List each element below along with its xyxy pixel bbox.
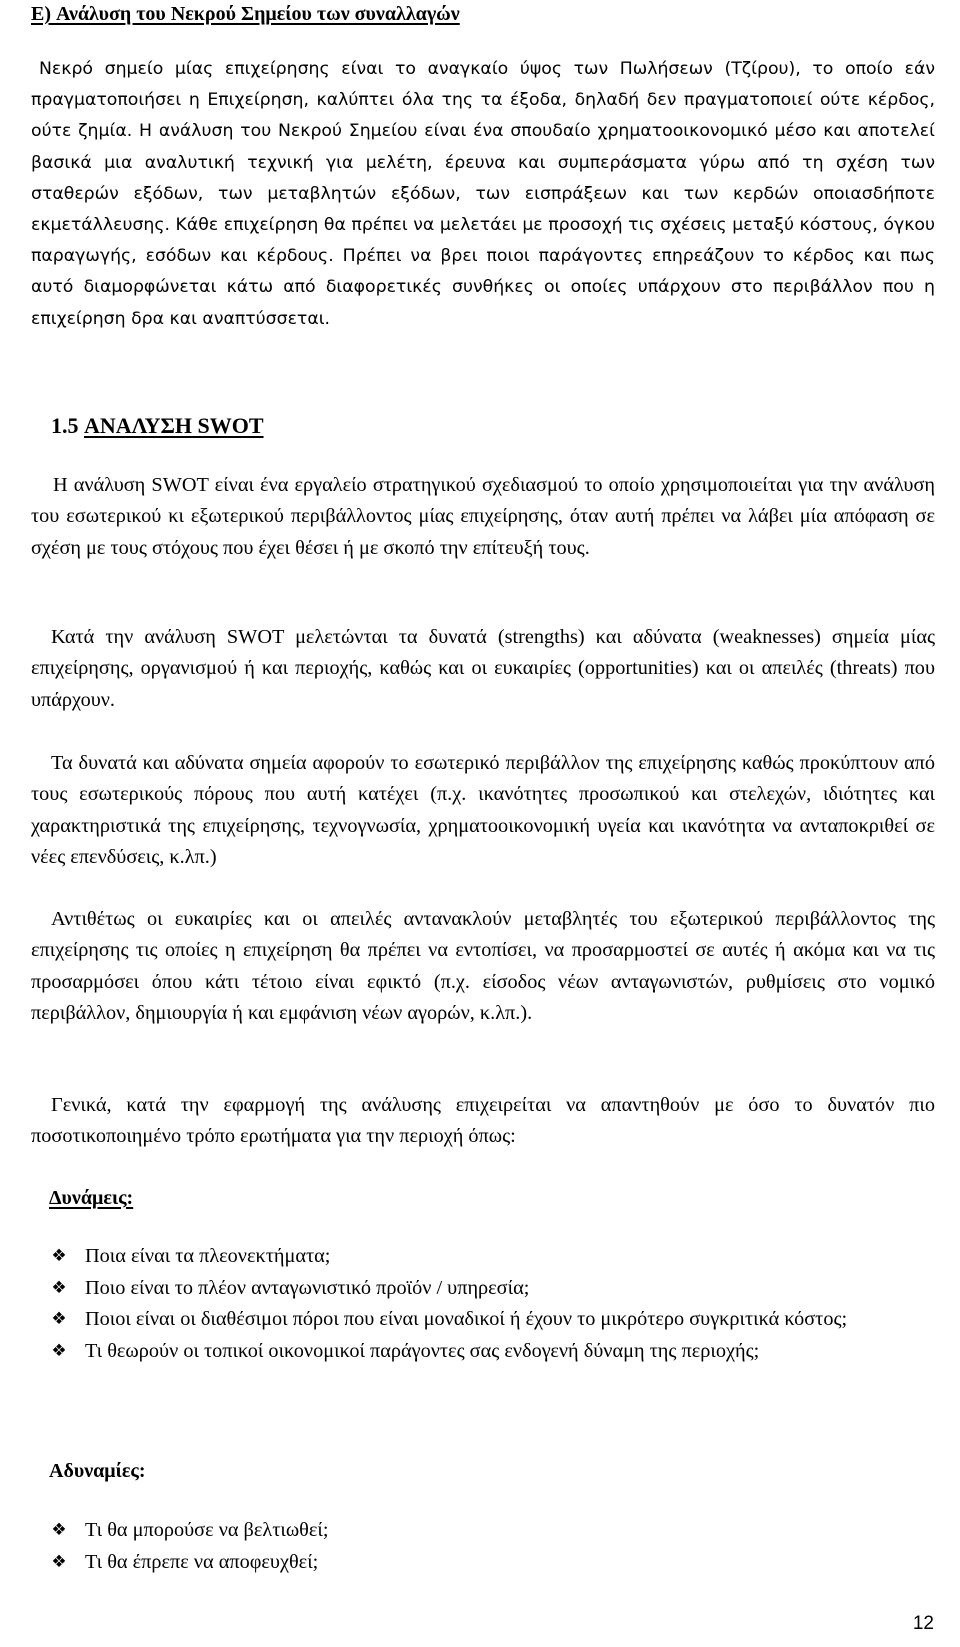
four-diamond-bullet-icon: ❖ (51, 1551, 67, 1572)
break-even-paragraph: Νεκρό σημείο μίας επιχείρησης είναι το αναγκαίο ύψος των Πωλήσεων (Τζίρου), το οποίο εάν πραγματοποιήσει η Επιχείρηση, καλύπτει όλα της τα έξοδα, δηλαδή δεν πραγματοποιεί ούτε κέρδος, ούτε ζημία. Η ανάλυση του Νεκρού Σημείου είναι ένα σπουδαίο χρηματοοικονομικό μέσο και αποτελεί βασικά μια αναλυτική τεχνική για μελέτη, έρευνα και συμπεράσματα γύρω από τη σχέση των σταθερών εξόδων, των μεταβλητών εξόδων, των εισπράξεων και των κερδών οποιασδήποτε εκμετάλλευσης. Κάθε επιχείρηση θα πρέπει να μελετάει με προσοχή τις σχέσεις μεταξύ κόστους, όγκου παραγωγής, εσόδων και κέρδους. Πρέπει να βρει ποιοι παράγοντες επηρεάζουν το κέρδος και πως αυτό διαμορφώνεται κάτω από διαφορετικές συνθήκες οι οποίες υπάρχουν στο περιβάλλον που η επιχείρηση δρα και αναπτύσσεται. (31, 59, 935, 329)
list-item-text: Ποιοι είναι οι διαθέσιμοι πόροι που είναι μοναδικοί ή έχουν το μικρότερο συγκριτικά κόστος; (85, 1308, 848, 1330)
four-diamond-bullet-icon: ❖ (51, 1246, 67, 1266)
weaknesses-label: Αδυναμίες: (49, 1460, 146, 1482)
section-number: 1.5 (51, 413, 79, 438)
four-diamond-bullet-icon: ❖ (51, 1277, 67, 1298)
strengths-list (31, 1241, 935, 1367)
list-item (31, 1336, 935, 1368)
swot-paragraph-5: Γενικά, κατά την εφαρμογή της ανάλυσης επιχειρείται να απαντηθούν με όσο το δυνατόν πιο ποσοτικοποιημένο τρόπο ερωτήματα για την περιοχή όπως: (31, 1094, 935, 1148)
list-item (31, 1273, 935, 1305)
swot-paragraph-2: Κατά την ανάλυση SWOT μελετώνται τα δυνατά (strengths) και αδύνατα (weaknesses) σημεία μίας επιχείρησης, οργανισμού ή και περιοχής, καθώς και οι ευκαιρίες (opportunities) και οι απειλές (threats) που υπάρχουν. (31, 626, 935, 711)
four-diamond-bullet-icon: ❖ (51, 1309, 67, 1329)
list-item-text: Τι θα μπορούσε να βελτιωθεί; (85, 1519, 329, 1541)
section-heading-swot (51, 412, 264, 440)
list-item-text: Τι θεωρούν οι τοπικοί οικονομικοί παράγοντες σας ενδογενή δύναμη της περιοχής; (85, 1339, 760, 1362)
strengths-label: Δυνάμεις: (49, 1187, 134, 1209)
weaknesses-list (31, 1515, 935, 1578)
list-item-text: Ποια είναι τα πλεονεκτήματα; (85, 1245, 331, 1267)
list-item (31, 1515, 935, 1547)
list-item (31, 1547, 935, 1579)
list-item (31, 1241, 935, 1273)
swot-paragraph-4: Αντιθέτως οι ευκαιρίες και οι απειλές αντανακλούν μεταβλητές του εξωτερικού περιβάλλοντος της επιχείρησης τις οποίες η επιχείρηση θα πρέπει να εντοπίσει, να προσαρμοστεί σε αυτές ή ακόμα και να τις προσαρμόσει όπου κάτι τέτοιο είναι εφικτό (π.χ. είσοδος νέων ανταγωνιστών, ρυθμίσεις στο νομικό περιβάλλον, δημιουργία ή και εμφάνιση νέων αγορών, κ.λπ.). (31, 908, 935, 1024)
swot-paragraph-3: Τα δυνατά και αδύνατα σημεία αφορούν το εσωτερικό περιβάλλον της επιχείρησης καθώς προκύπτουν από τους εσωτερικούς πόρους που αυτή κατέχει (π.χ. ικανότητες προσωπικού και στελεχών, ιδιότητες και χαρακτηριστικά της επιχείρησης, τεχνογνωσία, χρηματοοικονομική υγεία και ικανότητα να ανταποκριθεί σε νέες επενδύσεις, κ.λπ.) (31, 752, 935, 868)
four-diamond-bullet-icon: ❖ (51, 1520, 67, 1540)
list-item-text: Ποιο είναι το πλέον ανταγωνιστικό προϊόν / υπηρεσία; (85, 1276, 530, 1299)
list-item-text: Τι θα έπρεπε να αποφευχθεί; (85, 1550, 319, 1573)
page-number: 12 (912, 1613, 934, 1634)
section-title: ΑΝΑΛΥΣΗ SWOT (84, 413, 264, 438)
swot-paragraph-1: Η ανάλυση SWOT είναι ένα εργαλείο στρατηγικού σχεδιασμού το οποίο χρησιμοποιείται για την ανάλυση του εσωτερικού κι εξωτερικού περιβάλλοντος μίας επιχείρησης, όταν αυτή πρέπει να λάβει μία απόφαση σε σχέση με τους στόχους που έχει θέσει ή με σκοπό την επίτευξή τους. (31, 474, 935, 559)
four-diamond-bullet-icon: ❖ (51, 1340, 67, 1361)
section-heading-break-even: E) Ανάλυση του Νεκρού Σημείου των συναλλαγών (31, 3, 460, 25)
list-item (31, 1304, 935, 1336)
